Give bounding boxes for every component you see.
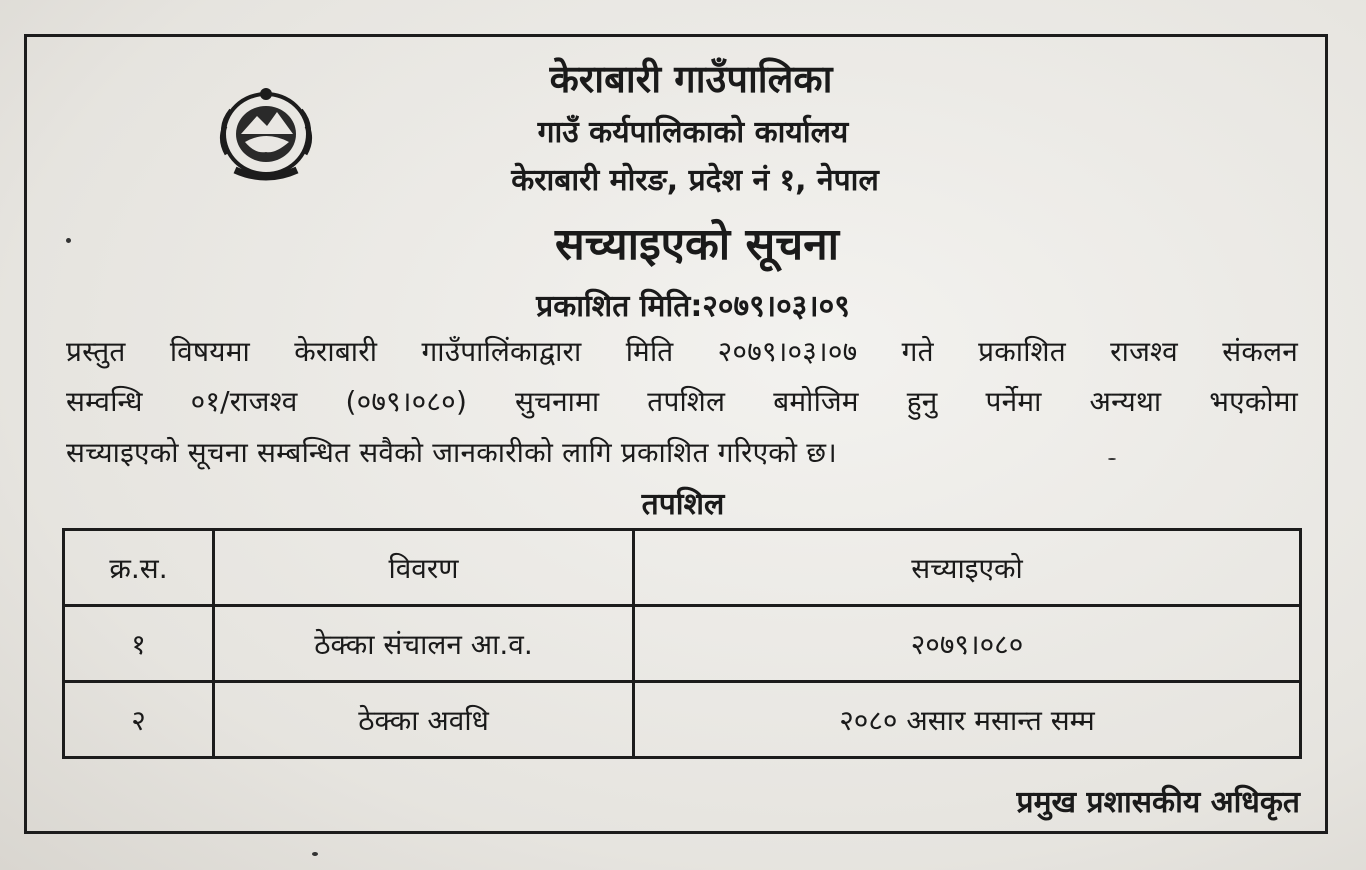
details-heading: तपशिल [641,487,725,522]
cell-description: ठेक्का अवधि [214,682,634,758]
print-speck [312,852,318,856]
header-description: विवरण [214,530,634,606]
signatory-title: प्रमुख प्रशासकीय अधिकृत [1016,785,1300,820]
published-date: प्रकाशित मिति:२०७९।०३।०९ [536,289,850,324]
notice-body-line-2: सम्वन्धि ०१/राजश्व (०७९।०८०) सुचनामा तपशिल बमोजिम हुनु पर्नेमा अन्यथा भएकोमा [66,385,1298,418]
print-speck [66,238,71,243]
table-row [64,606,1301,682]
cell-corrected: २०८० असार मसान्त सम्म [634,682,1301,758]
cell-serial: २ [64,682,214,758]
table-header-row [64,530,1301,606]
table-row [64,682,1301,758]
cell-corrected: २०७९।०८० [634,606,1301,682]
details-table [62,528,1302,759]
office-address: केराबारी मोरङ, प्रदेश नं १, नेपाल [511,163,879,198]
notice-body-line-1: प्रस्तुत विषयमा केराबारी गाउँपालिंकाद्वारा मिति २०७९।०३।०७ गते प्रकाशित राजश्व संकलन [66,335,1298,368]
office-name: गाउँ कर्यपालिकाको कार्यालय [537,115,849,150]
notice-title: सच्याइएको सूचना [554,219,840,270]
header-corrected: सच्याइएको [634,530,1301,606]
municipality-name: केराबारी गाउँपालिका [549,57,833,101]
header-serial: क्र.स. [64,530,214,606]
cell-description: ठेक्का संचालन आ.व. [214,606,634,682]
notice-body-line-3: सच्याइएको सूचना सम्बन्धित सवैको जानकारीको लागि प्रकाशित गरिएको छ। [66,436,837,469]
print-speck [1108,458,1116,460]
cell-serial: १ [64,606,214,682]
